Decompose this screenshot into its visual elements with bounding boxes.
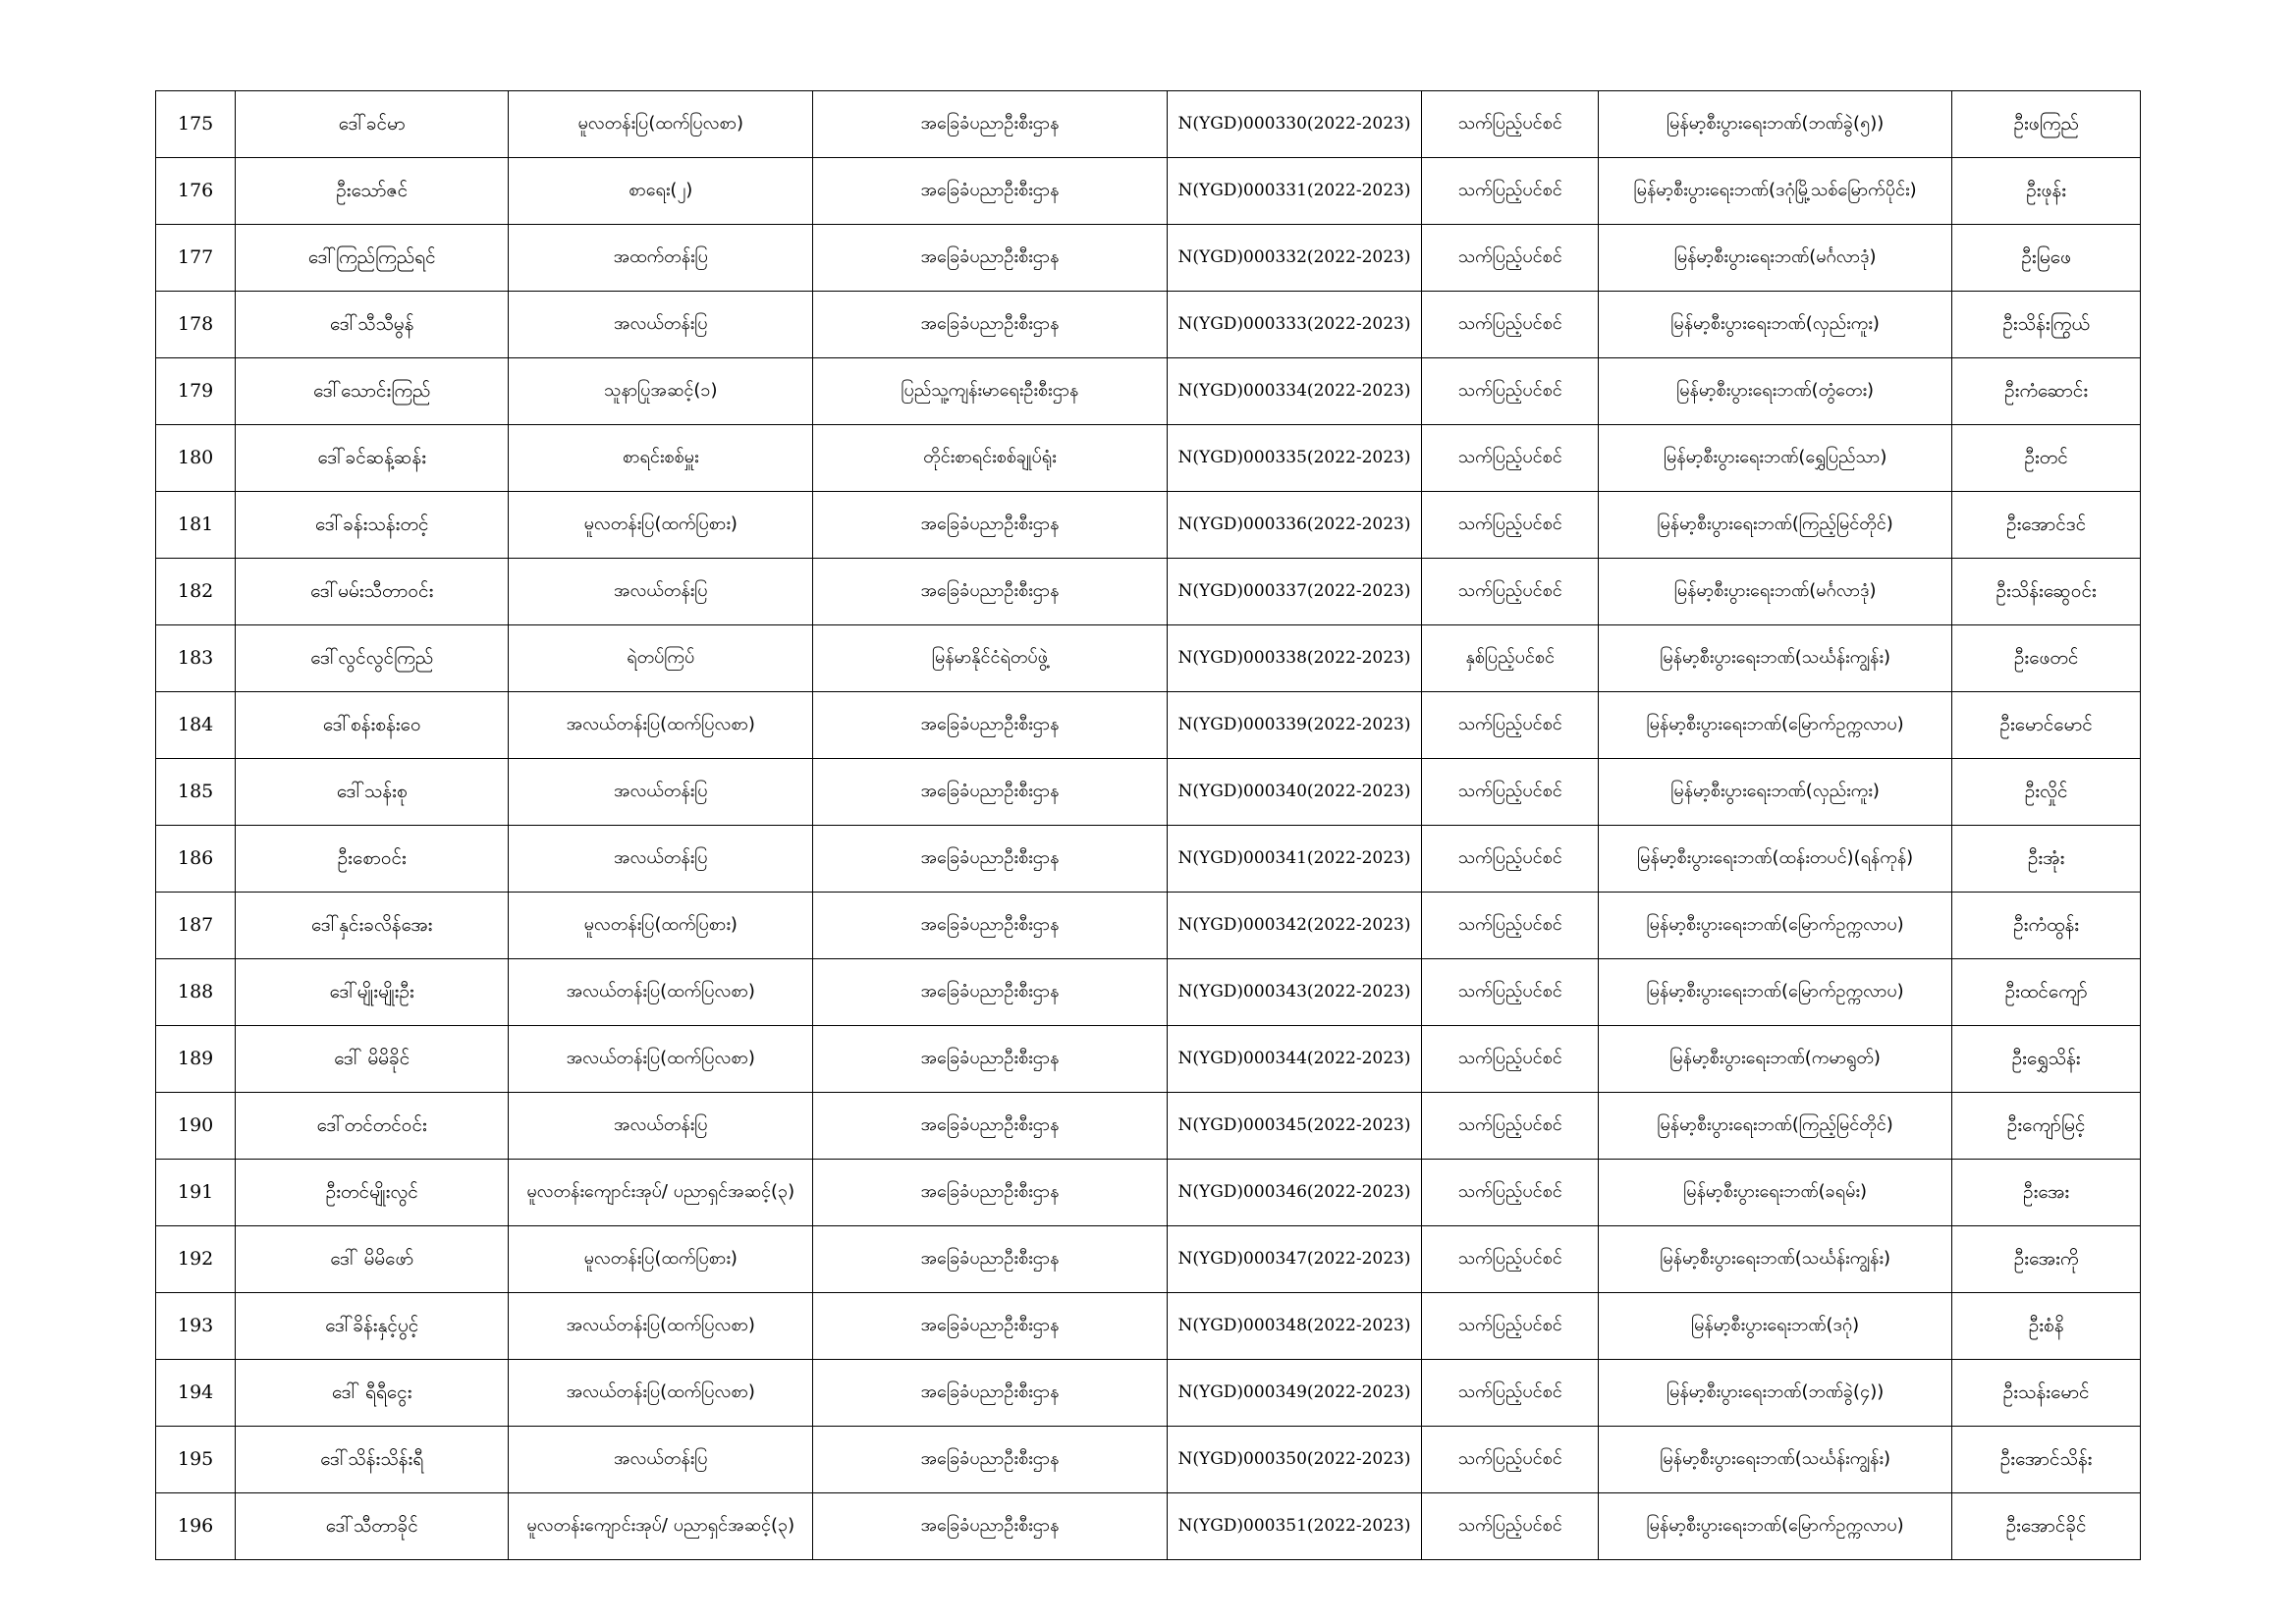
cell-name: ဒေါ်သီသီမွန်	[236, 292, 509, 358]
cell-bank: မြန်မာ့စီးပွားရေးဘဏ်(မင်္ဂလာဒုံ)	[1599, 225, 1952, 292]
cell-department: အခြေခံပညာဦးစီးဌာန	[813, 1160, 1167, 1226]
table-row	[156, 1293, 2141, 1360]
cell-code: N(YGD)000343(2022-2023)	[1167, 959, 1422, 1026]
cell-name: ဒေါ်ခိန်းနှင့်ပွင့်	[236, 1293, 509, 1360]
cell-code: N(YGD)000347(2022-2023)	[1167, 1226, 1422, 1293]
cell-no: 191	[156, 1160, 236, 1226]
cell-name: ဒေါ်ခင်ဆန့်ဆန်း	[236, 425, 509, 492]
cell-name: ဒေါ် မိမိဖော်	[236, 1226, 509, 1293]
cell-father: ဦးကျော်မြင့်	[1952, 1093, 2141, 1160]
table-row	[156, 91, 2141, 158]
cell-department: တိုင်းစာရင်းစစ်ချုပ်ရုံး	[813, 425, 1167, 492]
cell-no: 182	[156, 559, 236, 625]
cell-no: 176	[156, 158, 236, 225]
cell-bank: မြန်မာ့စီးပွားရေးဘဏ်(ဒဂုံမြို့သစ်မြောက်ပိုင်း)	[1599, 158, 1952, 225]
table-row	[156, 158, 2141, 225]
cell-department: အခြေခံပညာဦးစီးဌာန	[813, 692, 1167, 759]
cell-type: သက်ပြည့်ပင်စင်	[1422, 1493, 1599, 1560]
cell-post: မူလတန်းပြ(ထက်ပြစား)	[509, 1226, 813, 1293]
cell-no: 192	[156, 1226, 236, 1293]
cell-type: သက်ပြည့်ပင်စင်	[1422, 225, 1599, 292]
cell-name: ဒေါ်ကြည်ကြည်ရင်	[236, 225, 509, 292]
cell-bank: မြန်မာ့စီးပွားရေးဘဏ်(တွံတေး)	[1599, 358, 1952, 425]
cell-no: 194	[156, 1360, 236, 1427]
table-row	[156, 759, 2141, 826]
cell-bank: မြန်မာ့စီးပွားရေးဘဏ်(မြောက်ဥက္ကလာပ)	[1599, 893, 1952, 959]
cell-name: ဒေါ်ခန်းသန်းတင့်	[236, 492, 509, 559]
cell-name: ဦးတင်မျိုးလွင်	[236, 1160, 509, 1226]
table-row	[156, 425, 2141, 492]
table-row	[156, 1427, 2141, 1493]
cell-post: အထက်တန်းပြ	[509, 225, 813, 292]
table-row	[156, 225, 2141, 292]
cell-post: အလယ်တန်းပြ	[509, 559, 813, 625]
table-row	[156, 1026, 2141, 1093]
cell-department: ပြည်သူ့ကျန်းမာရေးဦးစီးဌာန	[813, 358, 1167, 425]
cell-no: 195	[156, 1427, 236, 1493]
cell-father: ဦးမောင်မောင်	[1952, 692, 2141, 759]
cell-department: အခြေခံပညာဦးစီးဌာန	[813, 492, 1167, 559]
cell-father: ဦးရွှေသိန်း	[1952, 1026, 2141, 1093]
cell-bank: မြန်မာ့စီးပွားရေးဘဏ်(ထန်းတပင်)(ရန်ကုန်)	[1599, 826, 1952, 893]
cell-no: 187	[156, 893, 236, 959]
cell-name: ဒေါ်မျိုးမျိုးဦး	[236, 959, 509, 1026]
cell-type: သက်ပြည့်ပင်စင်	[1422, 1026, 1599, 1093]
cell-no: 177	[156, 225, 236, 292]
cell-no: 183	[156, 625, 236, 692]
cell-father: ဦးစံနိ	[1952, 1293, 2141, 1360]
cell-type: သက်ပြည့်ပင်စင်	[1422, 1427, 1599, 1493]
cell-code: N(YGD)000338(2022-2023)	[1167, 625, 1422, 692]
cell-father: ဦးသိန်းဆွေဝင်း	[1952, 559, 2141, 625]
cell-post: အလယ်တန်းပြ	[509, 1427, 813, 1493]
cell-code: N(YGD)000350(2022-2023)	[1167, 1427, 1422, 1493]
cell-code: N(YGD)000336(2022-2023)	[1167, 492, 1422, 559]
cell-code: N(YGD)000349(2022-2023)	[1167, 1360, 1422, 1427]
cell-bank: မြန်မာ့စီးပွားရေးဘဏ်(သင်္ဃန်းကျွန်း)	[1599, 1226, 1952, 1293]
cell-post: စာရေး(၂)	[509, 158, 813, 225]
cell-bank: မြန်မာ့စီးပွားရေးဘဏ်(ကမာရွတ်)	[1599, 1026, 1952, 1093]
cell-father: ဦးအောင်ဒင်	[1952, 492, 2141, 559]
table-row	[156, 1360, 2141, 1427]
cell-bank: မြန်မာ့စီးပွားရေးဘဏ်(သင်္ဃန်းကျွန်း)	[1599, 625, 1952, 692]
cell-post: အလယ်တန်းပြ(ထက်ပြလစာ)	[509, 1293, 813, 1360]
cell-code: N(YGD)000339(2022-2023)	[1167, 692, 1422, 759]
cell-post: စာရင်းစစ်မှူး	[509, 425, 813, 492]
cell-type: သက်ပြည့်ပင်စင်	[1422, 559, 1599, 625]
cell-father: ဦးထင်ကျော်	[1952, 959, 2141, 1026]
table-row	[156, 625, 2141, 692]
cell-type: သက်ပြည့်ပင်စင်	[1422, 91, 1599, 158]
cell-name: ဒေါ်လွင်လွင်ကြည်	[236, 625, 509, 692]
cell-no: 189	[156, 1026, 236, 1093]
cell-department: အခြေခံပညာဦးစီးဌာန	[813, 1093, 1167, 1160]
cell-department: အခြေခံပညာဦးစီးဌာန	[813, 893, 1167, 959]
cell-type: သက်ပြည့်ပင်စင်	[1422, 1293, 1599, 1360]
cell-post: အလယ်တန်းပြ	[509, 759, 813, 826]
cell-department: အခြေခံပညာဦးစီးဌာန	[813, 91, 1167, 158]
cell-no: 196	[156, 1493, 236, 1560]
cell-father: ဦးအေးကို	[1952, 1226, 2141, 1293]
table-row	[156, 893, 2141, 959]
cell-father: ဦးကံဆောင်း	[1952, 358, 2141, 425]
cell-name: ဒေါ်သောင်းကြည်	[236, 358, 509, 425]
pension-roster-table	[155, 90, 2141, 1560]
cell-department: အခြေခံပညာဦးစီးဌာန	[813, 826, 1167, 893]
cell-type: သက်ပြည့်ပင်စင်	[1422, 492, 1599, 559]
cell-type: သက်ပြည့်ပင်စင်	[1422, 158, 1599, 225]
cell-code: N(YGD)000337(2022-2023)	[1167, 559, 1422, 625]
cell-bank: မြန်မာ့စီးပွားရေးဘဏ်(ဒဂုံ)	[1599, 1293, 1952, 1360]
cell-father: ဦးသိန်းကြွယ်	[1952, 292, 2141, 358]
cell-name: ဒေါ်မမ်းသီတာဝင်း	[236, 559, 509, 625]
cell-department: အခြေခံပညာဦးစီးဌာန	[813, 559, 1167, 625]
cell-code: N(YGD)000348(2022-2023)	[1167, 1293, 1422, 1360]
table-row	[156, 559, 2141, 625]
cell-bank: မြန်မာ့စီးပွားရေးဘဏ်(ကြည့်မြင်တိုင်)	[1599, 1093, 1952, 1160]
table-row	[156, 358, 2141, 425]
cell-bank: မြန်မာ့စီးပွားရေးဘဏ်(မြောက်ဥက္ကလာပ)	[1599, 692, 1952, 759]
cell-no: 193	[156, 1293, 236, 1360]
cell-type: သက်ပြည့်ပင်စင်	[1422, 425, 1599, 492]
cell-code: N(YGD)000344(2022-2023)	[1167, 1026, 1422, 1093]
table-row	[156, 692, 2141, 759]
cell-name: ဒေါ်သီတာခိုင်	[236, 1493, 509, 1560]
cell-type: သက်ပြည့်ပင်စင်	[1422, 959, 1599, 1026]
cell-father: ဦးအောင်ခိုင်	[1952, 1493, 2141, 1560]
cell-bank: မြန်မာ့စီးပွားရေးဘဏ်(ရွှေပြည်သာ)	[1599, 425, 1952, 492]
cell-father: ဦးဖုန်း	[1952, 158, 2141, 225]
table-row	[156, 1160, 2141, 1226]
table-row	[156, 292, 2141, 358]
table-row	[156, 1093, 2141, 1160]
cell-no: 180	[156, 425, 236, 492]
cell-post: မူလတန်းကျောင်းအုပ်/ ပညာရှင်အဆင့်(၃)	[509, 1160, 813, 1226]
cell-father: ဦးအောင်သိန်း	[1952, 1427, 2141, 1493]
cell-code: N(YGD)000342(2022-2023)	[1167, 893, 1422, 959]
cell-type: သက်ပြည့်ပင်စင်	[1422, 893, 1599, 959]
cell-post: မူလတန်းကျောင်းအုပ်/ ပညာရှင်အဆင့်(၃)	[509, 1493, 813, 1560]
cell-name: ဦးသော်ဇင်	[236, 158, 509, 225]
cell-type: သက်ပြည့်ပင်စင်	[1422, 1093, 1599, 1160]
cell-name: ဦးစောဝင်း	[236, 826, 509, 893]
cell-post: အလယ်တန်းပြ	[509, 1093, 813, 1160]
cell-type: နှစ်ပြည့်ပင်စင်	[1422, 625, 1599, 692]
cell-post: အလယ်တန်းပြ(ထက်ပြလစာ)	[509, 959, 813, 1026]
cell-bank: မြန်မာ့စီးပွားရေးဘဏ်(လှည်းကူး)	[1599, 759, 1952, 826]
cell-post: အလယ်တန်းပြ(ထက်ပြလစာ)	[509, 692, 813, 759]
cell-father: ဦးလှိုင်	[1952, 759, 2141, 826]
cell-no: 186	[156, 826, 236, 893]
cell-name: ဒေါ်သန်းစု	[236, 759, 509, 826]
cell-code: N(YGD)000335(2022-2023)	[1167, 425, 1422, 492]
cell-name: ဒေါ်သိန်းသိန်းရီ	[236, 1427, 509, 1493]
cell-name: ဒေါ် ရီရီငွေး	[236, 1360, 509, 1427]
cell-name: ဒေါ် မိမိခိုင်	[236, 1026, 509, 1093]
cell-post: မူလတန်းပြ(ထက်ပြစား)	[509, 492, 813, 559]
cell-bank: မြန်မာ့စီးပွားရေးဘဏ်(လှည်းကူး)	[1599, 292, 1952, 358]
cell-bank: မြန်မာ့စီးပွားရေးဘဏ်(ဘဏ်ခွဲ(၄))	[1599, 1360, 1952, 1427]
cell-no: 184	[156, 692, 236, 759]
table-row	[156, 1493, 2141, 1560]
cell-father: ဦးတင်	[1952, 425, 2141, 492]
cell-type: သက်ပြည့်ပင်စင်	[1422, 692, 1599, 759]
table-row	[156, 959, 2141, 1026]
cell-no: 178	[156, 292, 236, 358]
cell-bank: မြန်မာ့စီးပွားရေးဘဏ်(ခရမ်း)	[1599, 1160, 1952, 1226]
cell-department: အခြေခံပညာဦးစီးဌာန	[813, 225, 1167, 292]
cell-name: ဒေါ်နှင်းခလိန်အေး	[236, 893, 509, 959]
cell-father: ဦးဖကြည်	[1952, 91, 2141, 158]
cell-no: 179	[156, 358, 236, 425]
cell-department: အခြေခံပညာဦးစီးဌာန	[813, 959, 1167, 1026]
cell-type: သက်ပြည့်ပင်စင်	[1422, 1160, 1599, 1226]
cell-no: 190	[156, 1093, 236, 1160]
cell-department: အခြေခံပညာဦးစီးဌာန	[813, 1360, 1167, 1427]
cell-bank: မြန်မာ့စီးပွားရေးဘဏ်(မြောက်ဥက္ကလာပ)	[1599, 959, 1952, 1026]
cell-bank: မြန်မာ့စီးပွားရေးဘဏ်(မြောက်ဥက္ကလာပ)	[1599, 1493, 1952, 1560]
cell-department: အခြေခံပညာဦးစီးဌာန	[813, 759, 1167, 826]
cell-department: မြန်မာနိုင်ငံရဲတပ်ဖွဲ့	[813, 625, 1167, 692]
cell-post: အလယ်တန်းပြ(ထက်ပြလစာ)	[509, 1026, 813, 1093]
cell-no: 188	[156, 959, 236, 1026]
cell-code: N(YGD)000333(2022-2023)	[1167, 292, 1422, 358]
cell-type: သက်ပြည့်ပင်စင်	[1422, 759, 1599, 826]
table-row	[156, 1226, 2141, 1293]
cell-bank: မြန်မာ့စီးပွားရေးဘဏ်(ဘဏ်ခွဲ(၅))	[1599, 91, 1952, 158]
cell-post: ရဲတပ်ကြပ်	[509, 625, 813, 692]
cell-code: N(YGD)000351(2022-2023)	[1167, 1493, 1422, 1560]
cell-post: မူလတန်းပြ(ထက်ပြစား)	[509, 893, 813, 959]
cell-department: အခြေခံပညာဦးစီးဌာန	[813, 1293, 1167, 1360]
cell-father: ဦးသန်းမောင်	[1952, 1360, 2141, 1427]
cell-post: မူလတန်းပြ(ထက်ပြလစာ)	[509, 91, 813, 158]
cell-bank: မြန်မာ့စီးပွားရေးဘဏ်(ကြည့်မြင်တိုင်)	[1599, 492, 1952, 559]
cell-department: အခြေခံပညာဦးစီးဌာန	[813, 1493, 1167, 1560]
table-row	[156, 492, 2141, 559]
cell-father: ဦးကံထွန်း	[1952, 893, 2141, 959]
cell-code: N(YGD)000332(2022-2023)	[1167, 225, 1422, 292]
cell-bank: မြန်မာ့စီးပွားရေးဘဏ်(သင်္ဃန်းကျွန်း)	[1599, 1427, 1952, 1493]
cell-father: ဦးဖေတင်	[1952, 625, 2141, 692]
cell-department: အခြေခံပညာဦးစီးဌာန	[813, 1026, 1167, 1093]
cell-code: N(YGD)000334(2022-2023)	[1167, 358, 1422, 425]
table-row	[156, 826, 2141, 893]
cell-type: သက်ပြည့်ပင်စင်	[1422, 826, 1599, 893]
cell-name: ဒေါ်စန်းစန်းဝေ	[236, 692, 509, 759]
cell-father: ဦးအေး	[1952, 1160, 2141, 1226]
cell-no: 181	[156, 492, 236, 559]
cell-post: အလယ်တန်းပြ	[509, 826, 813, 893]
cell-type: သက်ပြည့်ပင်စင်	[1422, 1360, 1599, 1427]
cell-department: အခြေခံပညာဦးစီးဌာန	[813, 158, 1167, 225]
cell-department: အခြေခံပညာဦးစီးဌာန	[813, 1427, 1167, 1493]
cell-code: N(YGD)000340(2022-2023)	[1167, 759, 1422, 826]
cell-post: အလယ်တန်းပြ	[509, 292, 813, 358]
cell-type: သက်ပြည့်ပင်စင်	[1422, 358, 1599, 425]
cell-post: အလယ်တန်းပြ(ထက်ပြလစာ)	[509, 1360, 813, 1427]
cell-code: N(YGD)000331(2022-2023)	[1167, 158, 1422, 225]
cell-bank: မြန်မာ့စီးပွားရေးဘဏ်(မင်္ဂလာဒုံ)	[1599, 559, 1952, 625]
cell-code: N(YGD)000345(2022-2023)	[1167, 1093, 1422, 1160]
cell-code: N(YGD)000330(2022-2023)	[1167, 91, 1422, 158]
cell-no: 185	[156, 759, 236, 826]
cell-name: ဒေါ်တင်တင်ဝင်း	[236, 1093, 509, 1160]
cell-code: N(YGD)000346(2022-2023)	[1167, 1160, 1422, 1226]
cell-department: အခြေခံပညာဦးစီးဌာန	[813, 292, 1167, 358]
cell-post: သူနာပြုအဆင့်(၁)	[509, 358, 813, 425]
cell-type: သက်ပြည့်ပင်စင်	[1422, 292, 1599, 358]
table-body	[156, 91, 2141, 1560]
cell-code: N(YGD)000341(2022-2023)	[1167, 826, 1422, 893]
cell-father: ဦးအုံး	[1952, 826, 2141, 893]
cell-father: ဦးမြဖေ	[1952, 225, 2141, 292]
cell-name: ဒေါ်ခင်မာ	[236, 91, 509, 158]
cell-department: အခြေခံပညာဦးစီးဌာန	[813, 1226, 1167, 1293]
cell-no: 175	[156, 91, 236, 158]
cell-type: သက်ပြည့်ပင်စင်	[1422, 1226, 1599, 1293]
